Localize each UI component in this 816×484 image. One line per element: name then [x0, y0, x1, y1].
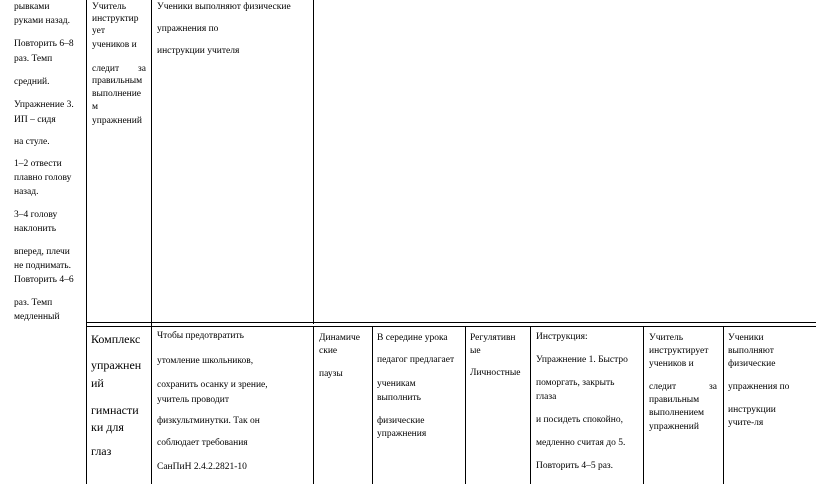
table-border	[313, 326, 314, 484]
text-line: глаза	[536, 392, 557, 402]
table-border	[723, 326, 724, 484]
text-line: назад.	[14, 187, 39, 197]
text-line: наклонить	[14, 224, 57, 234]
text-line: Комплекс	[91, 332, 141, 346]
text-line: педагог предлагает	[377, 355, 455, 365]
text-line: Регулятивн	[470, 333, 516, 343]
text-line: выполнением	[649, 408, 705, 418]
text-line: выполнить	[377, 393, 421, 403]
text-line: ские	[319, 346, 338, 356]
text-line: упражнения по	[157, 24, 219, 34]
text-line: утомление школьников,	[157, 356, 254, 366]
text-line: упражнения по	[728, 382, 790, 392]
text-line: Учитель	[92, 2, 127, 12]
table-border	[86, 322, 816, 323]
text-line: Инструкция:	[536, 332, 588, 342]
text-line: 1–2 отвести	[14, 159, 62, 169]
text-line: Учитель	[649, 333, 684, 343]
text-line: поморгать, закрыть	[536, 378, 615, 388]
text-line: раз. Темп	[14, 298, 53, 308]
text-line: инструктирует	[649, 346, 709, 356]
table-border	[86, 326, 816, 327]
text-line: упражнения	[377, 429, 427, 439]
text-line: упражнен	[91, 358, 142, 372]
text-line: В середине урока	[377, 333, 448, 343]
text-line: учеников и	[649, 359, 694, 369]
text-line: раз. Темп	[14, 54, 53, 64]
text-line: руками назад.	[14, 16, 71, 26]
text-line: Чтобы предотвратить	[157, 331, 245, 341]
text-line: Ученики выполняют физические	[157, 2, 291, 12]
text-line: гимнасти	[91, 403, 139, 417]
table-border	[151, 0, 152, 484]
text-line: м	[92, 102, 99, 112]
text-line: инструкции	[728, 405, 776, 415]
text-line: Упражнение 1. Быстро	[536, 355, 628, 365]
text-line: не поднимать.	[14, 261, 72, 271]
text-line: инструктир	[92, 14, 139, 24]
text-line: ИП – сидя	[14, 115, 56, 125]
text-line: следит за	[92, 64, 146, 74]
text-line: медленно считая до 5.	[536, 438, 626, 448]
text-line: учеников и	[92, 40, 137, 50]
text-line: правильным	[649, 395, 700, 405]
text-line: 3–4 голову	[14, 210, 58, 220]
text-line: соблюдает требования	[157, 438, 248, 448]
text-line: Повторить 4–6	[14, 275, 74, 285]
text-line: правильным	[92, 76, 143, 86]
text-line: ий	[91, 376, 104, 390]
text-line: вперед, плечи	[14, 247, 70, 257]
text-line: физические	[377, 416, 425, 426]
text-line: инструкции учителя	[157, 46, 240, 56]
text-line: Ученики	[728, 333, 764, 343]
text-line: ки для	[91, 420, 124, 434]
text-line: ует	[92, 26, 105, 36]
text-line: плавно голову	[14, 173, 72, 183]
text-line: СанПиН 2.4.2.2821-10	[157, 462, 247, 472]
text-line: физкультминутки. Так он	[157, 416, 260, 426]
text-line: упражнений	[92, 116, 142, 126]
table-border	[86, 0, 87, 484]
text-line: сохранить осанку и зрение,	[157, 380, 268, 390]
text-line: ые	[470, 346, 481, 356]
text-line: средний.	[14, 77, 50, 87]
text-line: рывками	[14, 2, 50, 12]
table-border	[530, 326, 531, 484]
text-line: Повторить 6–8	[14, 39, 74, 49]
text-line: Повторить 4–5 раз.	[536, 461, 614, 471]
text-line: упражнений	[649, 422, 699, 432]
text-line: учите-ля	[728, 418, 764, 428]
text-line: Личностные	[470, 368, 521, 378]
table-border	[372, 326, 373, 484]
text-line: на стуле.	[14, 137, 50, 147]
table-border	[313, 0, 314, 324]
text-line: и посидеть спокойно,	[536, 415, 623, 425]
table-border	[643, 326, 644, 484]
text-line: учитель проводит	[157, 395, 229, 405]
text-line: медленный	[14, 312, 60, 322]
text-line: глаз	[91, 444, 112, 458]
text-line: паузы	[319, 369, 343, 379]
text-line: следит за	[649, 382, 717, 392]
table-border	[465, 326, 466, 484]
text-line: ученикам	[377, 379, 416, 389]
text-line: Упражнение 3.	[14, 100, 74, 110]
text-line: Динамиче	[319, 333, 360, 343]
text-line: физические	[728, 359, 776, 369]
text-line: выполняют	[728, 346, 774, 356]
text-line: выполнение	[92, 89, 142, 99]
